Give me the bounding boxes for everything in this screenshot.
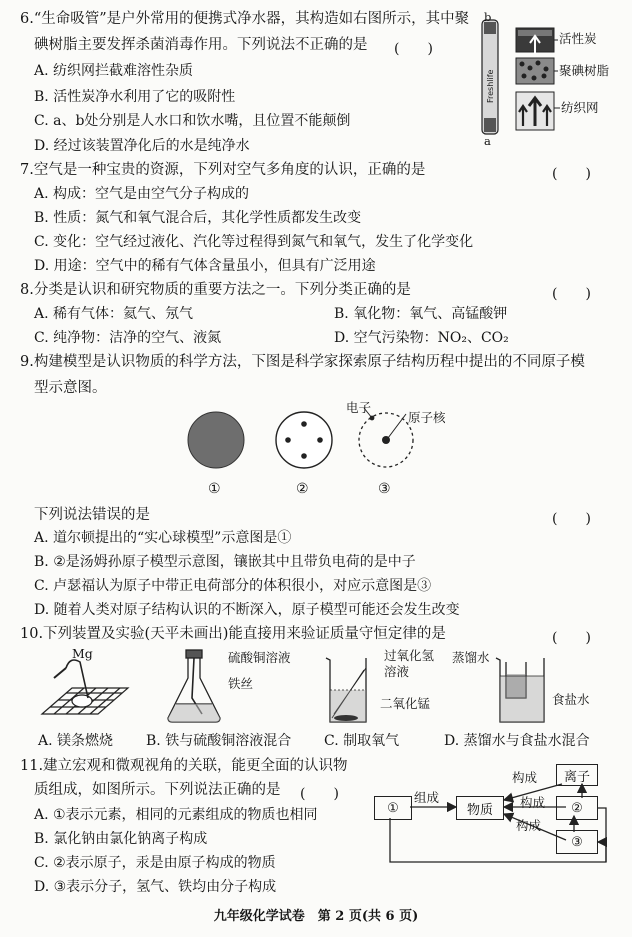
q11-option-d: D. ③表示分子，氢气、铁均由分子构成 — [34, 879, 277, 895]
q9-question: 下列说法错误的是 — [34, 507, 150, 523]
q6-label-activated-carbon: 活性炭 — [559, 31, 597, 46]
q6-straw-figure — [474, 8, 624, 148]
q10-label-h2o2-line2: 溶液 — [384, 664, 410, 679]
q11-option-a: A. ①表示元素，相同的元素组成的物质也相同 — [34, 807, 318, 823]
q11-option-c: C. ②表示原子，汞是由原子构成的物质 — [34, 855, 276, 871]
q9-option-a: A. 道尔顿提出的“实心球模型”示意图是① — [34, 530, 292, 546]
q8-option-a: A. 稀有气体：氦气、氖气 — [34, 306, 194, 322]
q11-box-ion: 离子 — [556, 764, 598, 786]
svg-text:Freshlife: Freshlife — [486, 69, 495, 103]
q7-stem: 7.空气是一种宝贵的资源，下列对空气多角度的认识，正确的是 — [20, 162, 426, 178]
q10-option-a: A. 镁条燃烧 — [38, 733, 114, 749]
q10-answer-paren: ( ) — [552, 630, 591, 646]
page-footer: 九年级化学试卷 第 2 页(共 6 页) — [213, 909, 419, 924]
q11-label-constitute-2: 构成 — [520, 795, 546, 810]
q6-stem-line2: 碘树脂主要发挥杀菌消毒作用。下列说法不正确的是 — [34, 37, 368, 53]
q9-atom-models — [180, 400, 420, 480]
q8-stem: 8.分类是认识和研究物质的重要方法之一。下列分类正确的是 — [20, 282, 411, 298]
q7-option-a: A. 构成：空气是由空气分子构成的 — [34, 186, 250, 202]
q7-option-c: C. 变化：空气经过液化、汽化等过程得到氮气和氧气，发生了化学变化 — [34, 234, 474, 250]
q9-model-2-label: ② — [296, 481, 309, 497]
q6-option-c: C. a、b处分别是人水口和饮水嘴，且位置不能颠倒 — [34, 113, 351, 129]
q6-option-d: D. 经过该装置净化后的水是纯净水 — [34, 138, 250, 154]
q11-box-3: ③ — [556, 830, 598, 854]
q10-label-iron: 铁丝 — [228, 676, 254, 691]
q9-stem-line1: 9.构建模型是认识物质的科学方法，下图是科学家探索原子结构历程中提出的不同原子模 — [20, 354, 585, 370]
q9-answer-paren: ( ) — [552, 511, 591, 527]
q9-model-1-label: ① — [208, 481, 221, 497]
q11-option-b: B. 氯化钠由氯化钠离子构成 — [34, 831, 208, 847]
q11-box-2: ② — [556, 796, 598, 820]
q9-label-electron: 电子 — [346, 400, 372, 415]
q11-answer-paren: ( ) — [300, 786, 339, 802]
q6-label-iodine-resin: 聚碘树脂 — [559, 63, 610, 78]
q10-option-c: C. 制取氧气 — [324, 733, 400, 749]
q6-label-mesh: 纺织网 — [561, 100, 599, 115]
q8-option-b: B. 氧化物：氧气、高锰酸钾 — [334, 306, 508, 322]
q9-option-d: D. 随着人类对原子结构认识的不断深入，原子模型可能还会发生改变 — [34, 602, 460, 618]
q6-option-b: B. 活性炭净水利用了它的吸附性 — [34, 89, 236, 105]
q10-option-b: B. 铁与硫酸铜溶液混合 — [146, 733, 292, 749]
q9-label-nucleus: 原子核 — [408, 410, 446, 425]
q10-label-mg: Mg — [72, 646, 93, 661]
q9-option-c: C. 卢瑟福认为原子中带正电荷部分的体积很小，对应示意图是③ — [34, 578, 432, 594]
q10-apparatus-d — [492, 652, 552, 728]
q6-label-a: a — [484, 134, 491, 148]
q10-label-salt: 食盐水 — [552, 692, 590, 707]
q11-stem-line1: 11.建立宏观和微观视角的关联，能更全面的认识物 — [20, 758, 348, 774]
q11-stem-line2: 质组成，如图所示。下列说法正确的是 — [34, 782, 281, 798]
q11-label-constitute-1: 构成 — [512, 770, 538, 785]
q10-stem: 10.下列装置及实验(天平未画出)能直接用来验证质量守恒定律的是 — [20, 626, 446, 642]
q10-apparatus-b — [162, 648, 232, 728]
q10-label-h2o2-line1: 过氧化氢 — [384, 648, 435, 663]
q8-option-d: D. 空气污染物：NO₂、CO₂ — [334, 330, 509, 346]
q10-apparatus-c — [322, 650, 372, 728]
q8-option-c: C. 纯净物：洁净的空气、液氮 — [34, 330, 222, 346]
q8-answer-paren: ( ) — [552, 286, 591, 302]
q10-label-mno2: 二氧化锰 — [380, 696, 431, 711]
q10-label-water: 蒸馏水 — [452, 650, 490, 665]
q7-option-b: B. 性质：氮气和氧气混合后，其化学性质都发生改变 — [34, 210, 362, 226]
q6-stem-line1: 6.“生命吸管”是户外常用的便携式净水器，其构造如右图所示，其中聚 — [20, 11, 470, 27]
q7-option-d: D. 用途：空气中的稀有气体含量虽小，但具有广泛用途 — [34, 258, 376, 274]
q10-label-cuso4: 硫酸铜溶液 — [228, 650, 291, 665]
q10-option-d: D. 蒸馏水与食盐水混合 — [444, 733, 590, 749]
q7-answer-paren: ( ) — [552, 166, 591, 182]
q9-option-b: B. ②是汤姆孙原子模型示意图，镶嵌其中且带负电荷的是中子 — [34, 554, 416, 570]
q11-box-1: ① — [374, 796, 412, 820]
q9-stem-line2: 型示意图。 — [34, 380, 107, 396]
q11-label-constitute-3: 构成 — [516, 818, 542, 833]
q6-label-b: b — [484, 10, 492, 24]
q6-option-a: A. 纺织网拦截难溶性杂质 — [34, 63, 194, 79]
q6-answer-paren: ( ) — [394, 41, 433, 57]
q11-label-compose: 组成 — [414, 790, 440, 805]
q9-model-3-label: ③ — [378, 481, 391, 497]
q11-box-substance: 物质 — [456, 796, 504, 820]
